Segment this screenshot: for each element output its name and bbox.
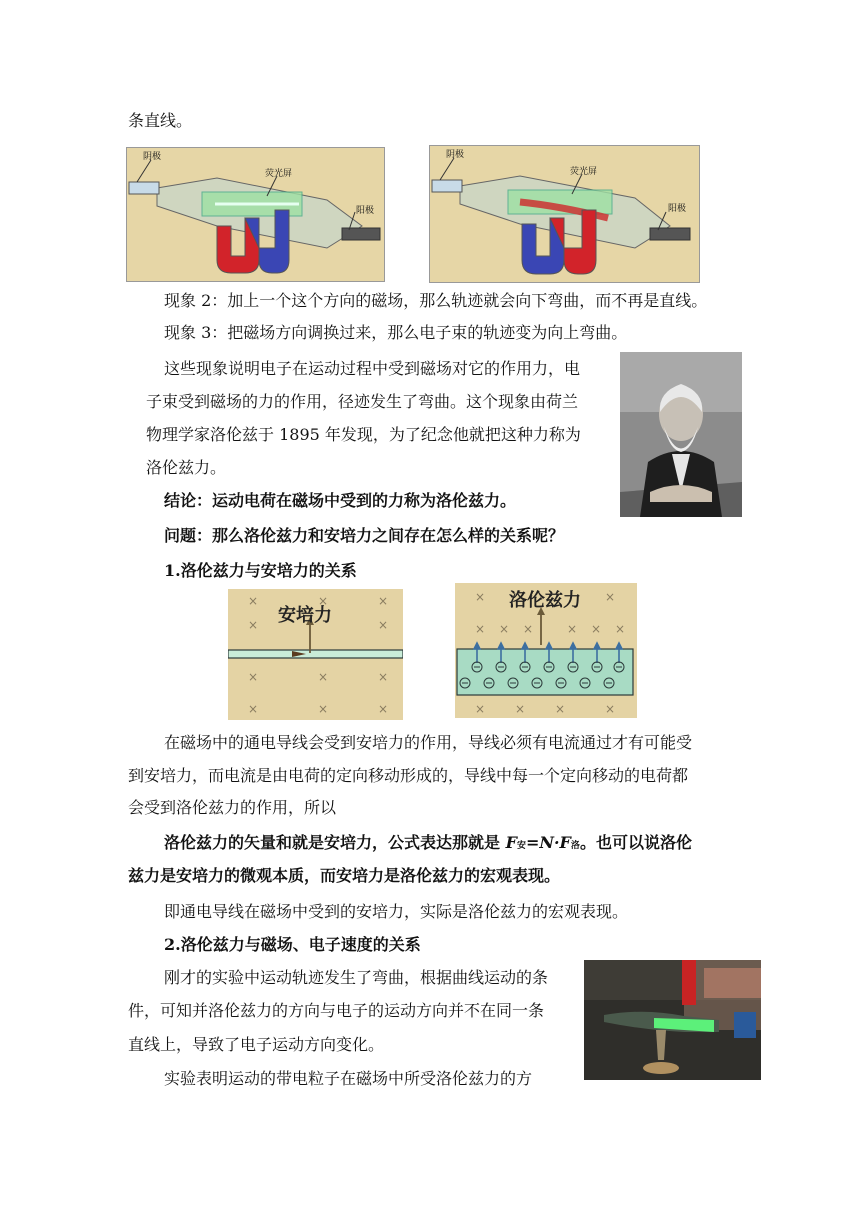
screen-label: 荧光屏 [265,169,293,179]
anode-label: 阳极 [356,206,375,216]
lorentz-force-label: 洛伦兹力 [509,590,581,611]
svg-text:×: × [591,622,602,636]
para2-line1: 在磁场中的通电导线会受到安培力的作用，导线必须有电流通过才有可能受 [164,733,693,752]
para5: 实验表明运动的带电粒子在磁场中所受洛伦兹力的方 [164,1069,533,1088]
lorentz-portrait [620,352,742,517]
formula-f-symbol: F [505,833,517,852]
question: 问题：那么洛伦兹力和安培力之间存在怎么样的关系呢？ [164,526,565,545]
svg-text:×: × [605,702,616,716]
anode-label: 阳极 [668,204,687,214]
svg-text:×: × [378,594,389,608]
para3: 即通电导线在磁场中受到的安培力，实际是洛伦兹力的宏观表现。 [164,902,629,921]
svg-text:×: × [475,590,486,604]
svg-text:×: × [318,702,329,716]
text-line-top: 条直线。 [128,111,193,130]
para1-line4: 洛伦兹力。 [146,458,227,477]
para4-line3: 直线上，导致了电子运动方向变化。 [128,1035,385,1054]
svg-text:×: × [475,702,486,716]
phenomenon-3: 现象 3：把磁场方向调换过来，那么电子束的轨迹变为向上弯曲。 [164,323,628,342]
para2-line2: 到安培力，而电流是由电荷的定向移动形成的，导线中每一个定向移动的电荷都 [128,766,689,785]
para1-line1: 这些现象说明电子在运动过程中受到磁场对它的作用力，电 [164,359,581,378]
phenomenon-2: 现象 2：加上一个这个方向的磁场，那么轨迹就会向下弯曲，而不再是直线。 [164,291,708,310]
para1-line2: 子束受到磁场的力的作用，径迹发生了弯曲。这个现象由荷兰 [146,392,579,411]
cathode-tube-figure-bent [429,145,700,283]
cathode-label: 阴极 [143,152,162,162]
formula-line [164,832,692,857]
para4-line2: 件，可知并洛伦兹力的方向与电子的运动方向并不在同一条 [128,1001,545,1020]
para4-line1: 刚才的实验中运动轨迹发生了弯曲，根据曲线运动的条 [164,968,549,987]
cathode-tube-figure-straight [126,147,385,282]
bold-statement: 兹力是安培力的微观本质，而安培力是洛伦兹力的宏观表现。 [128,866,561,885]
svg-text:×: × [318,670,329,684]
ampere-force-label: 安培力 [278,605,332,626]
cathode-label: 阴极 [446,150,465,160]
conclusion: 结论：运动电荷在磁场中受到的力称为洛伦兹力。 [164,491,517,510]
svg-text:×: × [567,622,578,636]
para1-line3: 物理学家洛伦兹于 1895 年发现，为了纪念他就把这种力称为 [146,425,581,444]
heading-1: 1.洛伦兹力与安培力的关系 [164,561,357,580]
lorentz-force-figure [455,583,637,718]
svg-text:×: × [523,622,534,636]
para2-line3: 会受到洛伦兹力的作用，所以 [128,798,337,817]
svg-text:×: × [378,618,389,632]
svg-text:×: × [475,622,486,636]
svg-text:×: × [378,702,389,716]
svg-text:×: × [318,594,329,608]
formula-trail-text: 。也可以说洛伦 [579,833,692,852]
svg-text:×: × [248,618,259,632]
formula-lorentz-subscript: 洛 [570,841,580,851]
formula-equals-nf: =N·F [525,833,571,852]
svg-text:×: × [499,622,510,636]
svg-text:×: × [248,594,259,608]
screen-label: 荧光屏 [570,167,598,177]
heading-2: 2.洛伦兹力与磁场、电子速度的关系 [164,935,421,954]
svg-text:×: × [515,702,526,716]
svg-text:×: × [378,670,389,684]
svg-text:×: × [605,590,616,604]
experiment-photo [584,960,761,1080]
ampere-force-figure [228,589,403,720]
svg-text:×: × [248,670,259,684]
svg-text:×: × [615,622,626,636]
svg-text:×: × [555,702,566,716]
formula-lead-text: 洛伦兹力的矢量和就是安培力，公式表达那就是 [164,833,506,852]
formula-ampere-subscript: 安 [516,841,526,851]
svg-text:×: × [248,702,259,716]
